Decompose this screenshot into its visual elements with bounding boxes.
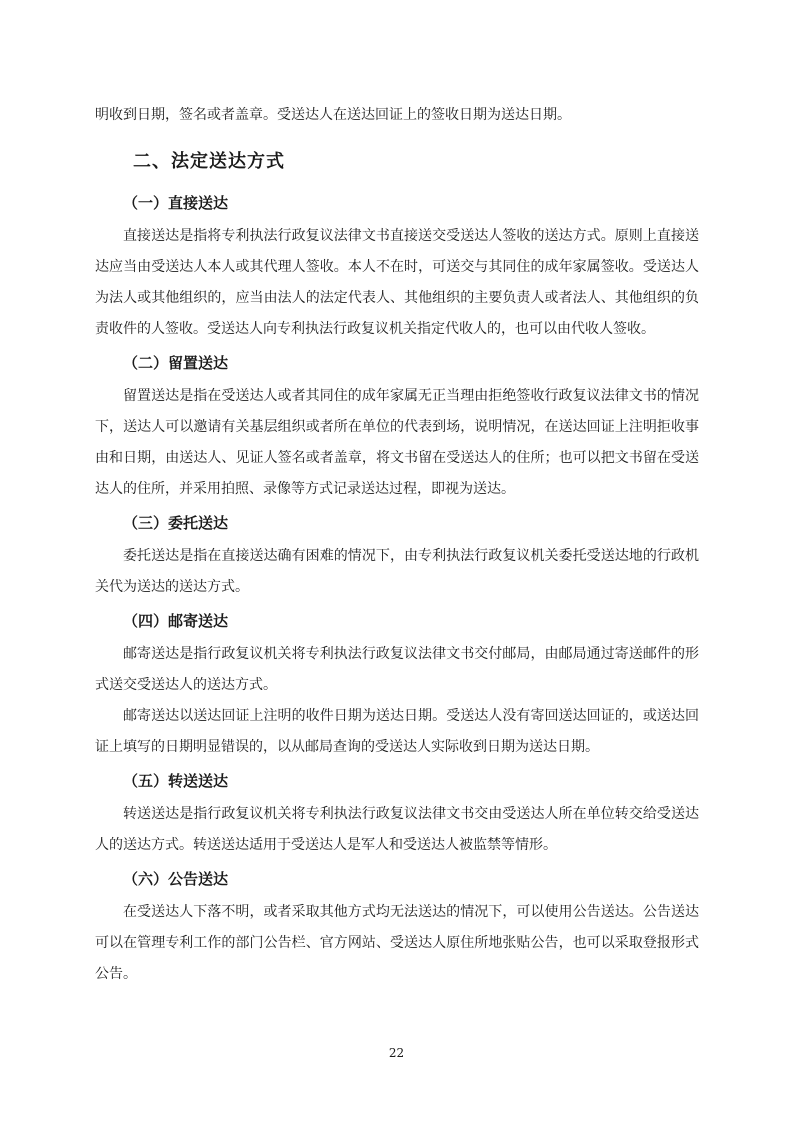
paragraph: 委托送达是指在直接送达确有困难的情况下，由专利执法行政复议机关委托受送达地的行政机关代为送达的送达方式。 [95,548,699,595]
paragraph: 直接送达是指将专利执法行政复议法律文书直接送交受送达人签收的送达方式。原则上直接送达应当由受送达人本人或其代理人签收。本人不在时，可送交与其同住的成年家属签收。受送达人为法人或其他组织的，应当由法人的法定代表人、其他组织的主要负责人或者法人、其他组织的负责收件的人签收。受送达人向专利执法行政复议机关指定代收人的，也可以由代收人签收。 [95,228,699,337]
subsection-heading: （一）直接送达 [123,194,229,212]
subsection-postal [95,607,699,763]
paragraph: 邮寄送达是指行政复议机关将专利执法行政复议法律文书交付邮局，由邮局通过寄送邮件的形式送交受送达人的送达方式。 [95,646,699,693]
subsection-entrusted [95,509,699,603]
page-content [95,100,699,990]
subsection-public-notice [95,865,699,990]
subsection-forwarded [95,767,699,861]
subsection-heading: （二）留置送达 [123,354,229,372]
subsection-lien [95,349,699,505]
subsection-direct [95,189,699,345]
subsection-heading: （四）邮寄送达 [123,612,229,630]
paragraph: 邮寄送达以送达回证上注明的收件日期为送达日期。受送达人没有寄回送达回证的，或送达回证上填写的日期明显错误的，以从邮局查询的受送达人实际收到日期为送达日期。 [95,708,699,755]
paragraph: 转送送达是指行政复议机关将专利执法行政复议法律文书交由受送达人所在单位转交给受送达人的送达方式。转送送达适用于受送达人是军人和受送达人被监禁等情形。 [95,806,699,853]
paragraph: 留置送达是指在受送达人或者其同住的成年家属无正当理由拒绝签收行政复议法律文书的情况下，送达人可以邀请有关基层组织或者所在单位的代表到场，说明情况，在送达回证上注明拒收事由和日期，由送达人、见证人签名或者盖章，将文书留在受送达人的住所；也可以把文书留在受送达人的住所，并采用拍照、录像等方式记录送达过程，即视为送达。 [95,388,699,497]
paragraph: 在受送达人下落不明，或者采取其他方式均无法送达的情况下，可以使用公告送达。公告送达可以在管理专利工作的部门公告栏、官方网站、受送达人原住所地张贴公告，也可以采取登报形式公告。 [95,904,699,982]
page-number: 22 [388,1046,405,1060]
subsection-heading: （六）公告送达 [123,870,229,888]
subsection-heading: （三）委托送达 [123,514,229,532]
subsection-heading: （五）转送送达 [123,772,229,790]
section-title: 二、法定送达方式 [133,151,285,172]
carry-over-text: 明收到日期，签名或者盖章。受送达人在送达回证上的签收日期为送达日期。 [95,107,571,123]
